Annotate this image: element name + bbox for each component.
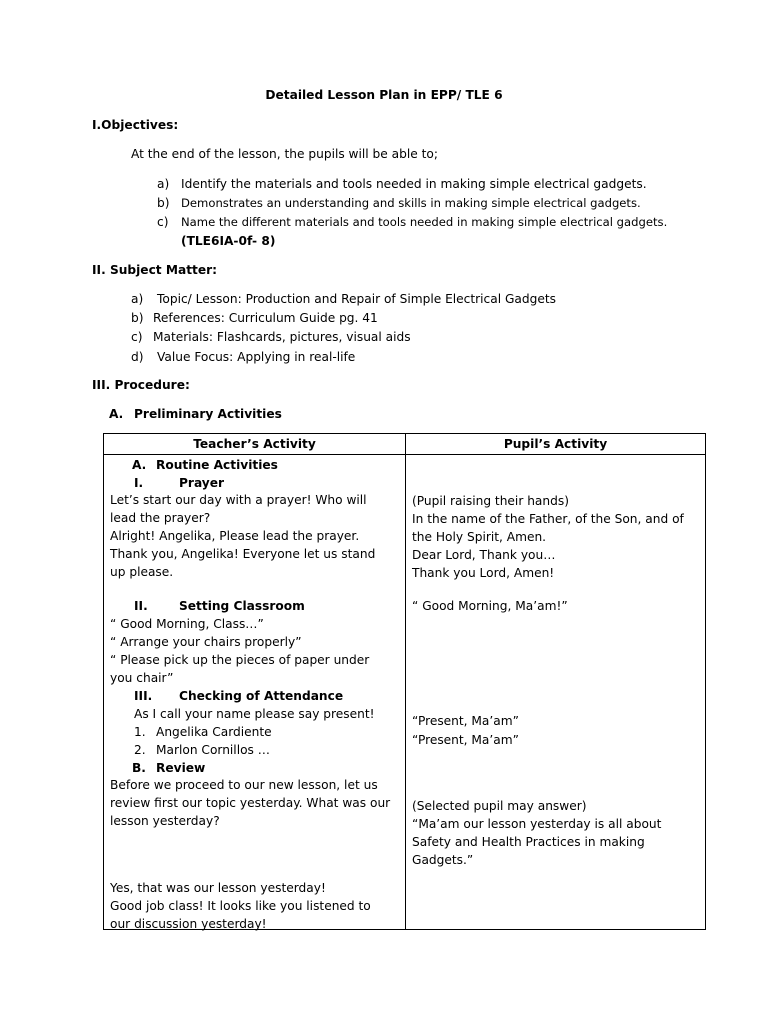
routine-heading: Routine Activities [156, 458, 278, 472]
list-marker: a) [157, 177, 170, 191]
teacher-line: “ Good Morning, Class…” [110, 617, 264, 631]
list-marker: a) [131, 292, 144, 306]
table-header-row [104, 434, 706, 455]
list-marker: c) [131, 330, 143, 344]
teacher-line: Before we proceed to our new lesson, let us [110, 778, 378, 792]
teacher-line: Good job class! It looks like you listened to [110, 899, 371, 913]
pupil-line: “Present, Ma’am” [412, 733, 519, 747]
prayer-heading: Prayer [179, 476, 225, 490]
objectives-intro: At the end of the lesson, the pupils will be able to; [131, 147, 438, 161]
document-title: Detailed Lesson Plan in EPP/ TLE 6 [265, 88, 503, 102]
list-marker: d) [131, 350, 144, 364]
attendance-marker: III. [134, 689, 153, 703]
pupil-line: (Selected pupil may answer) [412, 799, 587, 813]
pupil-line: Dear Lord, Thank you… [412, 548, 556, 562]
list-item: Topic/ Lesson: Production and Repair of Simple Electrical Gadgets [157, 292, 556, 306]
table-row [104, 455, 706, 930]
pupil-line: “ Good Morning, Ma’am!” [412, 599, 568, 613]
objectives-heading: I.Objectives: [92, 118, 179, 132]
review-marker: B. [132, 761, 146, 775]
teacher-line: As I call your name please say present! [134, 707, 375, 721]
pupil-activity-cell [406, 455, 706, 930]
list-marker: b) [131, 311, 144, 325]
pupil-line: the Holy Spirit, Amen. [412, 530, 547, 544]
list-item: Value Focus: Applying in real-life [157, 350, 356, 364]
list-marker: c) [157, 215, 169, 229]
pupil-line: In the name of the Father, of the Son, and of [412, 512, 684, 526]
list-item: Identify the materials and tools needed in making simple electrical gadgets. [181, 177, 647, 191]
procedure-sub-heading: Preliminary Activities [134, 407, 282, 421]
list-item: Name the different materials and tools needed in making simple electrical gadgets. [181, 215, 668, 229]
list-item: Marlon Cornillos … [156, 743, 270, 757]
teacher-line: lead the prayer? [110, 511, 211, 525]
setting-heading: Setting Classroom [179, 599, 305, 613]
teacher-line: review first our topic yesterday. What was our [110, 796, 391, 810]
competency-code: (TLE6IA-0f- 8) [181, 234, 276, 248]
pupil-line: Gadgets.” [412, 853, 474, 867]
list-marker: b) [157, 196, 170, 210]
list-marker: 2. [134, 743, 146, 757]
list-item: Angelika Cardiente [156, 725, 272, 739]
teacher-activity-cell [104, 455, 406, 930]
procedure-heading: III. Procedure: [92, 378, 190, 392]
prayer-marker: I. [134, 476, 144, 490]
teacher-column-header: Teacher’s Activity [104, 434, 406, 455]
teacher-line: Alright! Angelika, Please lead the prayer. [110, 529, 360, 543]
routine-marker: A. [132, 458, 147, 472]
pupil-line: Thank you Lord, Amen! [412, 566, 555, 580]
list-item: Materials: Flashcards, pictures, visual aids [153, 330, 411, 344]
teacher-line: Yes, that was our lesson yesterday! [110, 881, 326, 895]
teacher-line: Thank you, Angelika! Everyone let us stand [110, 547, 376, 561]
teacher-line: “ Please pick up the pieces of paper under [110, 653, 370, 667]
subject-matter-heading: II. Subject Matter: [92, 263, 218, 277]
attendance-heading: Checking of Attendance [179, 689, 344, 703]
activities-table [103, 433, 706, 930]
teacher-line: lesson yesterday? [110, 814, 220, 828]
review-heading: Review [156, 761, 206, 775]
pupil-line: “Ma’am our lesson yesterday is all about [412, 817, 662, 831]
list-item: References: Curriculum Guide pg. 41 [153, 311, 378, 325]
pupil-line: “Present, Ma’am” [412, 714, 519, 728]
teacher-line: Let’s start our day with a prayer! Who will [110, 493, 367, 507]
teacher-line: up please. [110, 565, 174, 579]
pupil-line: Safety and Health Practices in making [412, 835, 645, 849]
teacher-line: our discussion yesterday! [110, 917, 267, 931]
teacher-line: you chair” [110, 671, 174, 685]
list-marker: 1. [134, 725, 146, 739]
list-item: Demonstrates an understanding and skills in making simple electrical gadgets. [181, 196, 641, 210]
pupil-line: (Pupil raising their hands) [412, 494, 569, 508]
pupil-column-header: Pupil’s Activity [406, 434, 706, 455]
teacher-line: “ Arrange your chairs properly” [110, 635, 302, 649]
setting-marker: II. [134, 599, 148, 613]
procedure-sub-marker: A. [109, 407, 124, 421]
